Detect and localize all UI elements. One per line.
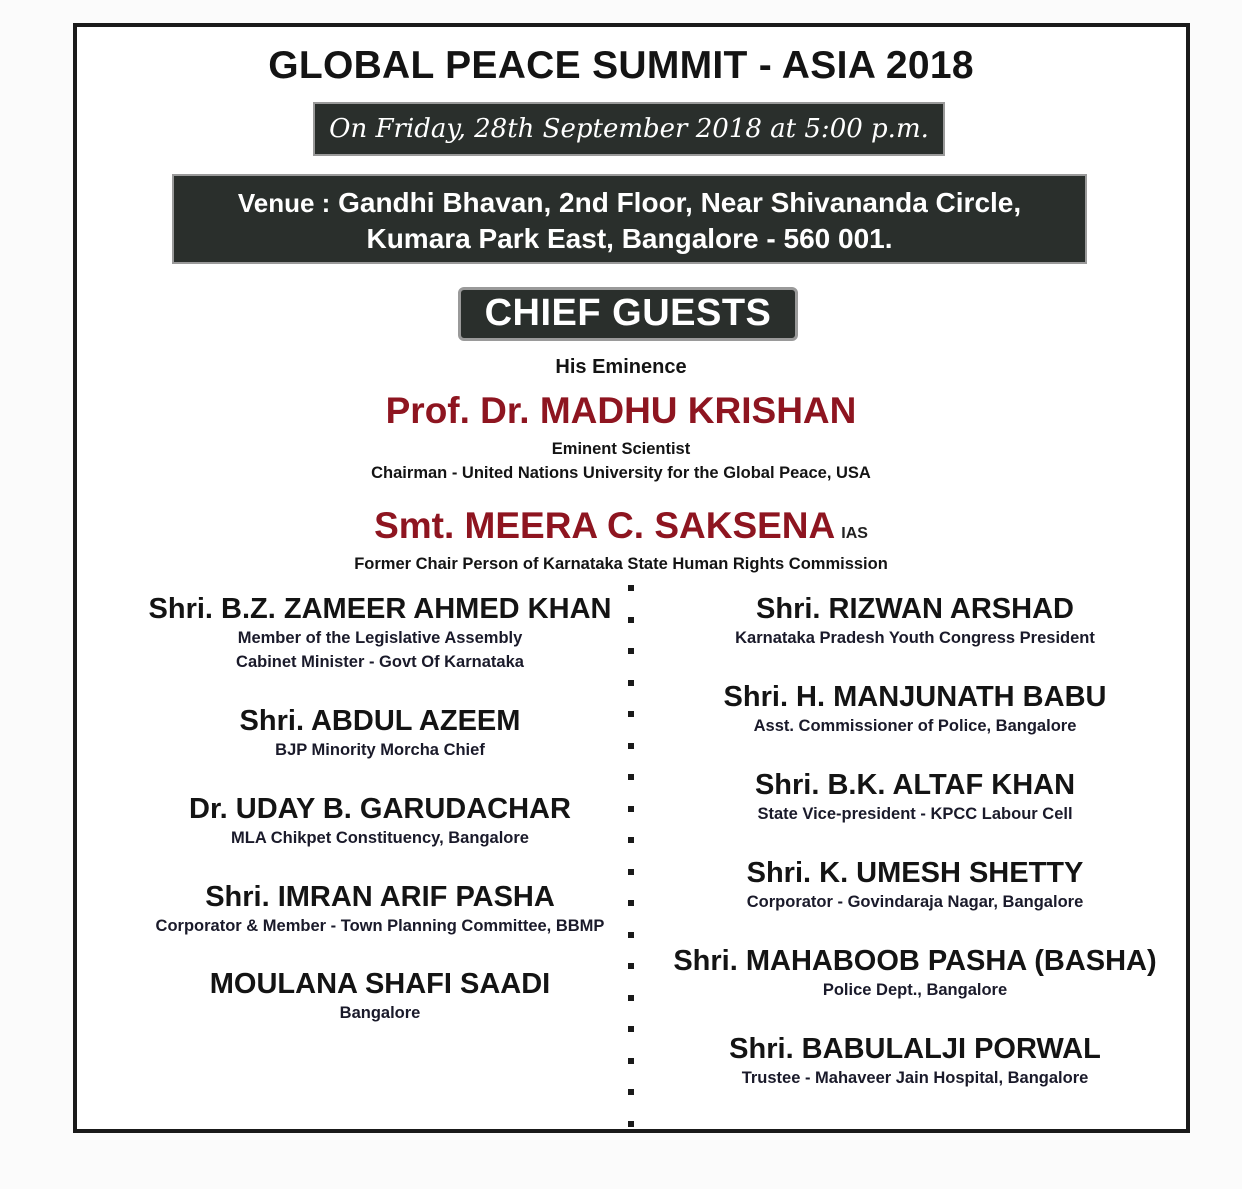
guest-entry bbox=[645, 680, 1185, 738]
venue-address-2: Kumara Park East, Bangalore - 560 001. bbox=[366, 223, 893, 254]
guest-entry bbox=[100, 792, 660, 850]
divider-dot bbox=[628, 1089, 634, 1095]
guest-entry bbox=[645, 1032, 1185, 1090]
divider-dot bbox=[628, 837, 634, 843]
venue-address-1: Gandhi Bhavan, 2nd Floor, Near Shivananda Circle, bbox=[338, 187, 1022, 218]
guest-name: Shri. BABULALJI PORWAL bbox=[729, 1033, 1101, 1065]
guest-entry bbox=[645, 856, 1185, 914]
date-text: On Friday, 28th September 2018 at 5:00 p.m. bbox=[329, 114, 929, 144]
guest-description: Trustee - Mahaveer Jain Hospital, Bangalore bbox=[741, 1069, 1089, 1087]
guest-description: Corporator - Govindaraja Nagar, Bangalore bbox=[746, 893, 1084, 911]
guest-name: Shri. B.K. ALTAF KHAN bbox=[754, 769, 1076, 801]
guest-description: Cabinet Minister - Govt Of Karnataka bbox=[236, 653, 524, 671]
guest-name: Shri. H. MANJUNATH BABU bbox=[723, 681, 1107, 713]
guest-name: Shri. K. UMESH SHETTY bbox=[746, 857, 1084, 889]
divider-dot bbox=[628, 648, 634, 654]
divider-dot bbox=[628, 995, 634, 1001]
guest-name: Shri. B.Z. ZAMEER AHMED KHAN bbox=[148, 593, 612, 625]
divider-dot bbox=[628, 806, 634, 812]
guest-name: Dr. UDAY B. GARUDACHAR bbox=[189, 793, 571, 825]
guest-name: Shri. ABDUL AZEEM bbox=[239, 705, 521, 737]
second-guest bbox=[0, 505, 1242, 547]
chief-guests-heading: CHIEF GUESTS bbox=[458, 287, 798, 341]
second-guest-suffix: IAS bbox=[841, 525, 868, 542]
divider-dot bbox=[628, 711, 634, 717]
guest-entry bbox=[100, 880, 660, 938]
guest-description: Bangalore bbox=[339, 1004, 421, 1022]
divider-dot bbox=[628, 869, 634, 875]
second-guest-name: Smt. MEERA C. SAKSENA bbox=[374, 505, 836, 546]
venue-banner bbox=[172, 174, 1087, 264]
guest-description: BJP Minority Morcha Chief bbox=[275, 741, 485, 759]
guest-description: State Vice-president - KPCC Labour Cell bbox=[757, 805, 1073, 823]
guest-name: MOULANA SHAFI SAADI bbox=[209, 968, 551, 1000]
guest-description: Karnataka Pradesh Youth Congress President bbox=[735, 629, 1095, 647]
divider-dot bbox=[628, 1121, 634, 1127]
event-title: GLOBAL PEACE SUMMIT - ASIA 2018 bbox=[268, 44, 974, 87]
venue-label: Venue : bbox=[237, 188, 331, 218]
divider-dot bbox=[628, 743, 634, 749]
divider-dot bbox=[628, 774, 634, 780]
venue-line-1 bbox=[174, 185, 1085, 221]
guest-description: MLA Chikpet Constituency, Bangalore bbox=[231, 829, 529, 847]
main-guest-desc-1: Eminent Scientist bbox=[551, 440, 691, 458]
guest-entry bbox=[100, 967, 660, 1025]
divider-dot bbox=[628, 1058, 634, 1064]
divider-dot bbox=[628, 585, 634, 591]
divider-dot bbox=[628, 1026, 634, 1032]
main-guest-honorific: His Eminence bbox=[555, 356, 687, 378]
guest-entry bbox=[100, 592, 660, 674]
guest-description: Member of the Legislative Assembly bbox=[237, 629, 523, 647]
guest-entry bbox=[100, 704, 660, 762]
guest-description: Police Dept., Bangalore bbox=[822, 981, 1008, 999]
guest-description: Corporator & Member - Town Planning Committee, BBMP bbox=[155, 917, 605, 935]
divider-dot bbox=[628, 963, 634, 969]
guest-entry bbox=[645, 592, 1185, 650]
guest-name: Shri. MAHABOOB PASHA (BASHA) bbox=[673, 945, 1157, 977]
divider-dot bbox=[628, 617, 634, 623]
main-guest-desc-2: Chairman - United Nations University for the Global Peace, USA bbox=[371, 464, 871, 482]
main-guest-name: Prof. Dr. MADHU KRISHAN bbox=[385, 390, 857, 431]
guest-name: Shri. IMRAN ARIF PASHA bbox=[205, 881, 555, 913]
divider-dot bbox=[628, 900, 634, 906]
guest-entry bbox=[645, 768, 1185, 826]
guest-name: Shri. RIZWAN ARSHAD bbox=[756, 593, 1074, 625]
divider-dot bbox=[628, 680, 634, 686]
guest-description: Asst. Commissioner of Police, Bangalore bbox=[753, 717, 1077, 735]
guest-entry bbox=[645, 944, 1185, 1002]
date-banner bbox=[313, 102, 945, 156]
second-guest-desc: Former Chair Person of Karnataka State Human Rights Commission bbox=[354, 555, 888, 573]
column-divider bbox=[626, 585, 636, 1125]
divider-dot bbox=[628, 932, 634, 938]
